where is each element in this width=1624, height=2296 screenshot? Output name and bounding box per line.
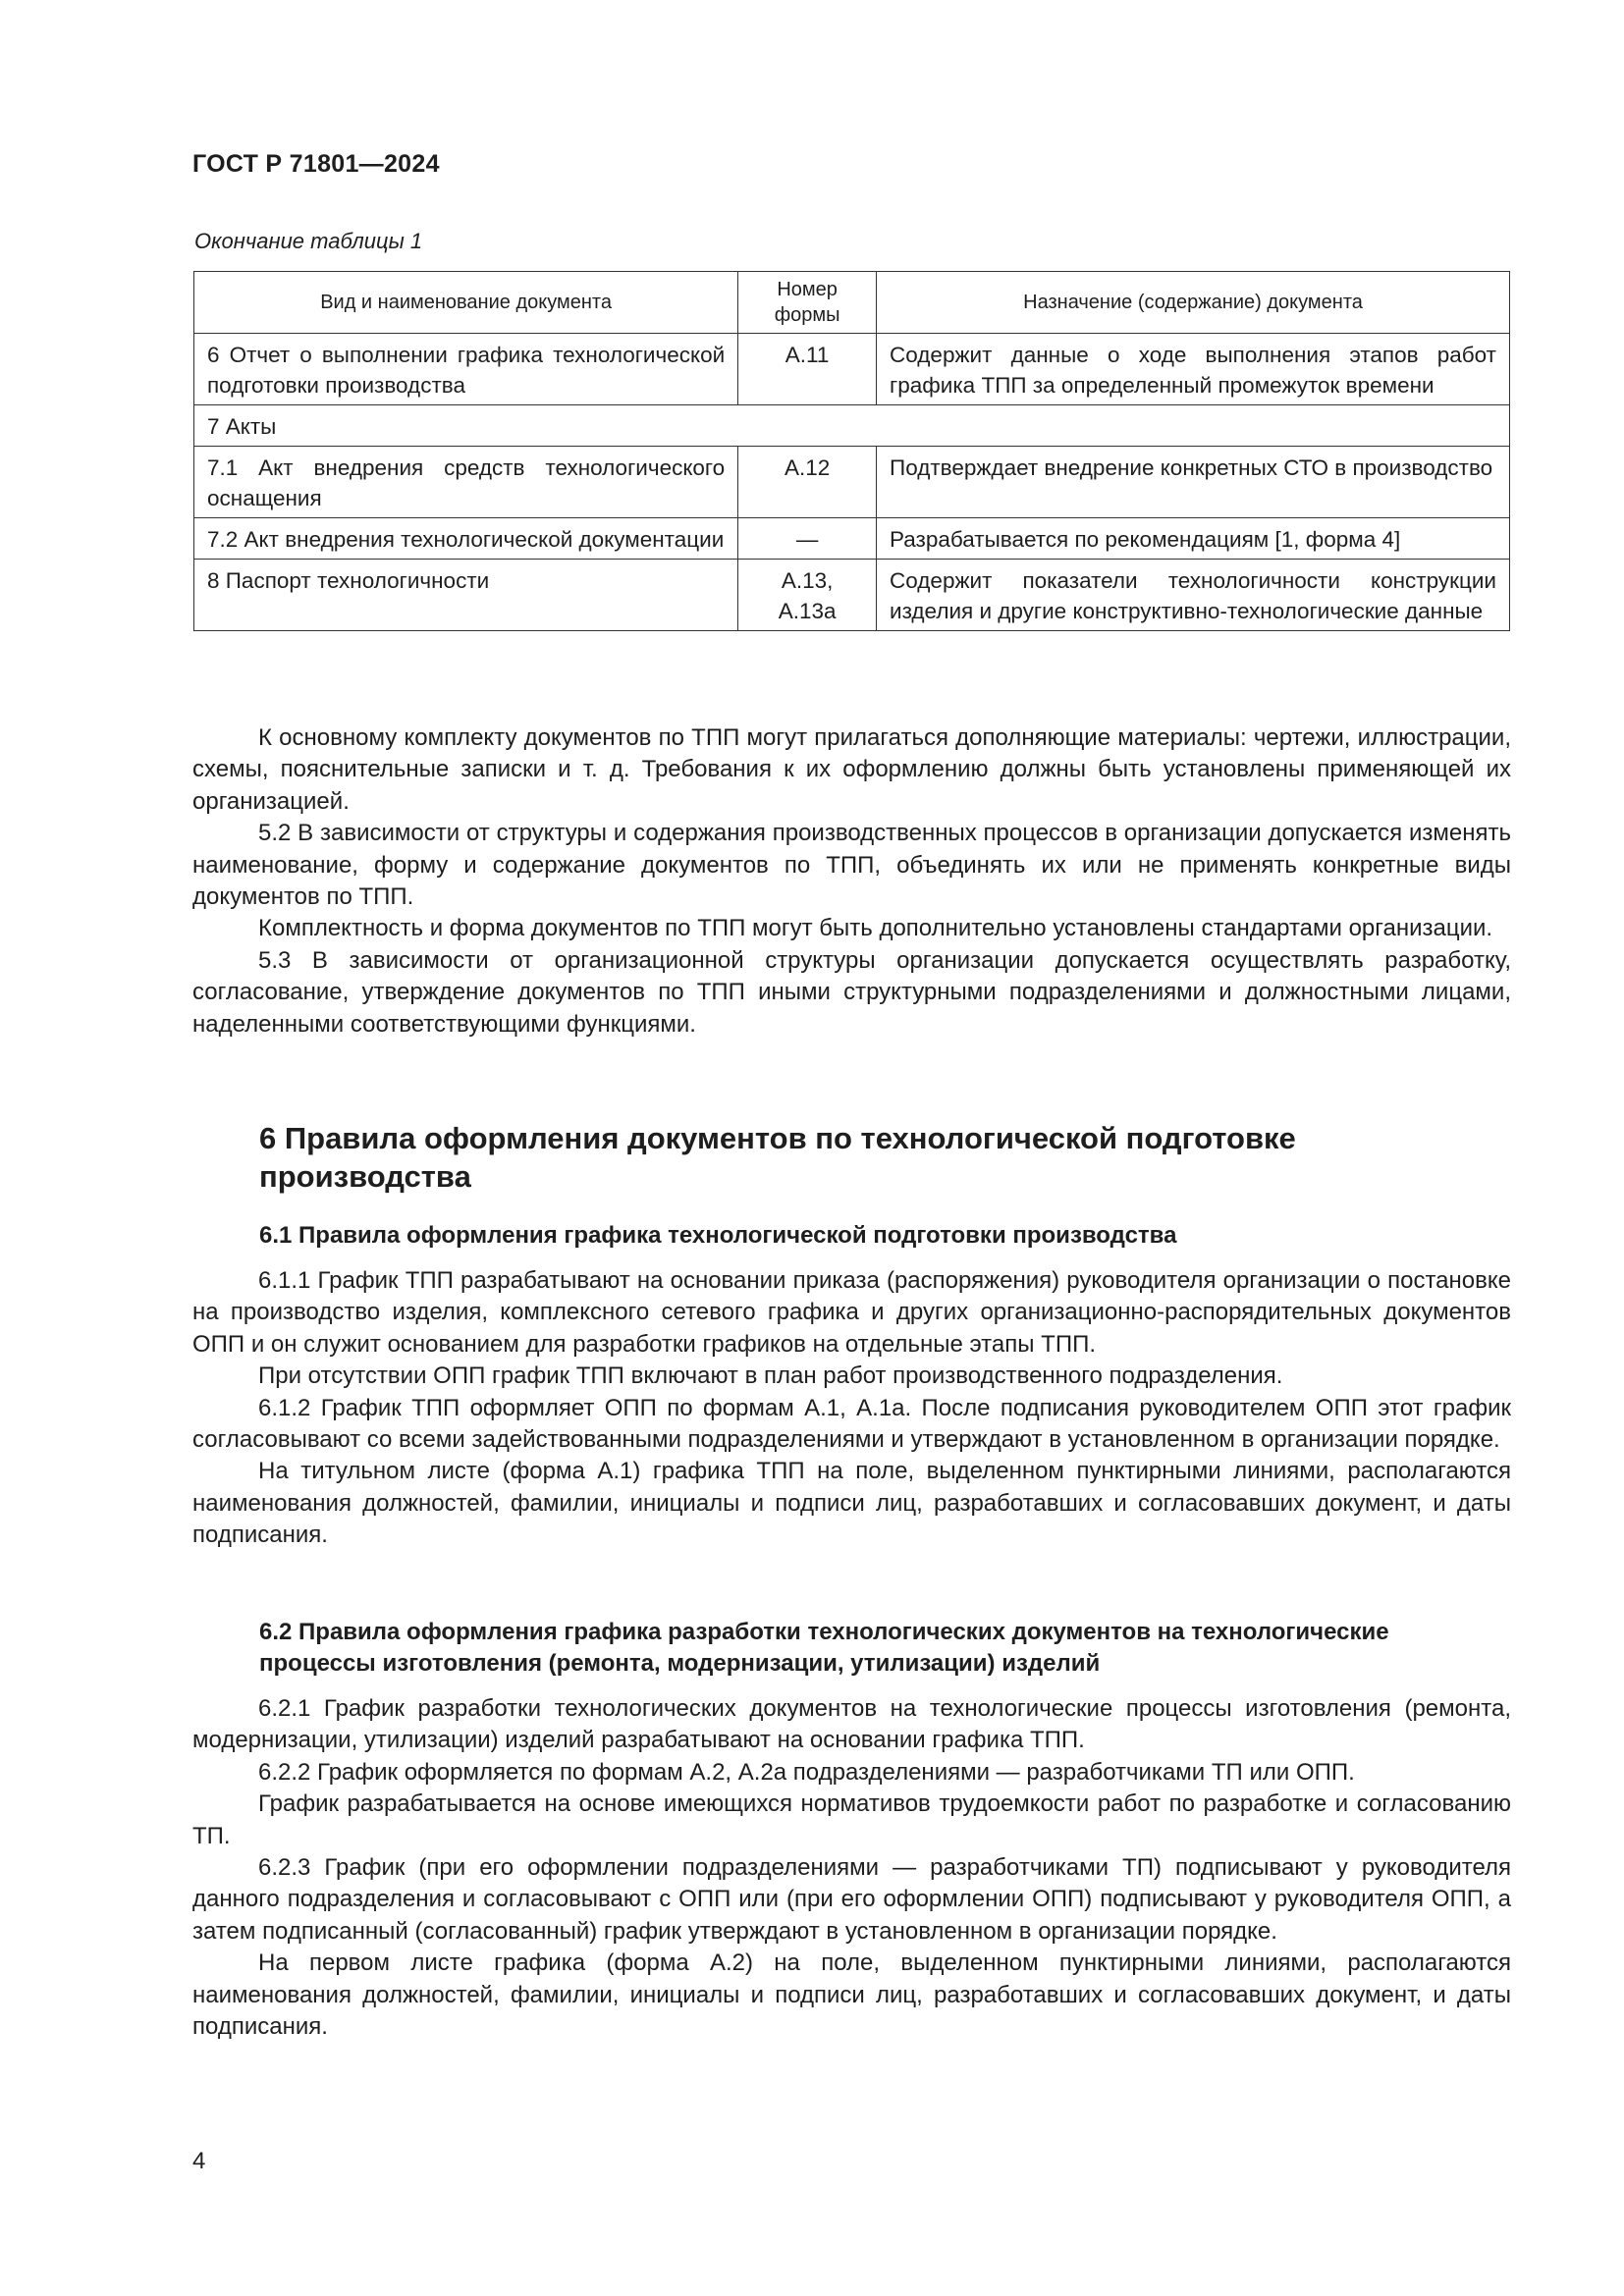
- paragraph: 6.1.2 График ТПП оформляет ОПП по формам А.1, А.1а. После подписания руководителем ОПП этот график согласовывают со всеми задействованными подразделениями и утверждают в установленном в организации порядке.: [192, 1394, 1511, 1454]
- paragraph: 5.2 В зависимости от структуры и содержания производственных процессов в организации допускается изменять наименование, форму и содержание документов по ТПП, объединять их или не применять конкретные виды документов по ТПП.: [192, 820, 1511, 911]
- cell-purpose: Содержит данные о ходе выполнения этапов работ графика ТПП за определенный промежуток времени: [877, 334, 1510, 405]
- paragraph: 5.3 В зависимости от организационной структуры организации допускается осуществлять разработку, согласование, утверждение документов по ТПП иными структурными подразделениями и должностными лицами, наделенными соответствующими функциями.: [192, 946, 1511, 1038]
- paragraph: График разрабатывается на основе имеющихся нормативов трудоемкости работ по разработке и согласованию ТП.: [192, 1790, 1511, 1849]
- cell-section: 7 Акты: [194, 405, 1510, 447]
- cell-name: 8 Паспорт технологичности: [194, 560, 738, 631]
- table-row: [194, 560, 1510, 631]
- cell-name: 7.1 Акт внедрения средств технологического оснащения: [194, 447, 738, 518]
- cell-purpose: Содержит показатели технологичности конструкции изделия и другие конструктивно-технологические данные: [877, 560, 1510, 631]
- paragraph: 6.1.1 График ТПП разрабатывают на основании приказа (распоряжения) руководителя организации о постановке на производство изделия, комплексного сетевого графика и других организационно-распорядительных документов ОПП и он служит основанием для разработки графиков на отдельные этапы ТПП.: [192, 1267, 1511, 1358]
- table-row: [194, 334, 1510, 405]
- section-6-heading-block: [192, 1119, 1511, 1196]
- cell-form: А.11: [738, 334, 877, 405]
- paragraph: Комплектность и форма документов по ТПП могут быть дополнительно установлены стандартами организации.: [258, 915, 1493, 942]
- cell-name: 6 Отчет о выполнении графика технологической подготовки производства: [194, 334, 738, 405]
- page-number: 4: [192, 2148, 206, 2174]
- subsection-6-2-title: 6.2 Правила оформления графика разработки технологических документов на технологические процессы изготовления (ремонта, модернизации, утилизации) изделий: [259, 1619, 1389, 1677]
- cell-form: —: [738, 518, 877, 560]
- cell-purpose: Подтверждает внедрение конкретных СТО в производство: [877, 447, 1510, 518]
- table-header-row: [194, 272, 1510, 334]
- documents-table: [193, 271, 1510, 631]
- table-caption: Окончание таблицы 1: [194, 229, 423, 253]
- paragraph: К основному комплекту документов по ТПП могут прилагаться дополняющие материалы: чертежи, иллюстрации, схемы, пояснительные записки и т. д. Требования к их оформлению должны быть установлены применяющей их организацией.: [192, 724, 1511, 815]
- section-6-title: 6 Правила оформления документов по технологической подготовке производства: [259, 1121, 1296, 1194]
- column-header-purpose: Назначение (содержание) документа: [877, 272, 1510, 334]
- paragraph: 6.2.1 График разработки технологических документов на технологические процессы изготовления (ремонта, модернизации, утилизации) изделий разрабатывают на основании графика ТПП.: [192, 1695, 1511, 1754]
- table-section-row: [194, 405, 1510, 447]
- paragraph: 6.2.3 График (при его оформлении подразделениями — разработчиками ТП) подписывают у руководителя данного подразделения и согласовывают с ОПП или (при его оформлении ОПП) подписывают у руководителя ОПП, а затем подписанный (согласованный) график утверждают в установленном в организации порядке.: [192, 1854, 1511, 1945]
- cell-form: А.13, А.13а: [738, 560, 877, 631]
- paragraph: При отсутствии ОПП график ТПП включают в план работ производственного подразделения.: [258, 1362, 1283, 1390]
- paragraph: На титульном листе (форма А.1) графика ТПП на поле, выделенном пунктирными линиями, располагаются наименования должностей, фамилии, инициалы и подписи лиц, разработавших и согласовавших документ, и даты подписания.: [192, 1458, 1511, 1549]
- column-header-name: Вид и наименование документа: [194, 272, 738, 334]
- subsection-6-1: [192, 1220, 1511, 1552]
- column-header-form: Номер формы: [738, 272, 877, 334]
- cell-form: А.12: [738, 447, 877, 518]
- paragraph: На первом листе графика (форма А.2) на поле, выделенном пунктирными линиями, располагаются наименования должностей, фамилии, инициалы и подписи лиц, разработавших и согласовавших документ, и даты подписания.: [192, 1949, 1511, 2041]
- table-row: [194, 447, 1510, 518]
- table-row: [194, 518, 1510, 560]
- cell-purpose: Разрабатывается по рекомендациям [1, форма 4]: [877, 518, 1510, 560]
- intro-paragraphs: [192, 722, 1511, 1041]
- document-id: ГОСТ Р 71801—2024: [192, 150, 440, 178]
- subsection-6-1-title: 6.1 Правила оформления графика технологической подготовки производства: [259, 1222, 1177, 1249]
- cell-name: 7.2 Акт внедрения технологической документации: [194, 518, 738, 560]
- paragraph: 6.2.2 График оформляется по формам А.2, А.2а подразделениями — разработчиками ТП или ОПП.: [258, 1758, 1355, 1786]
- subsection-6-2: [192, 1617, 1511, 2043]
